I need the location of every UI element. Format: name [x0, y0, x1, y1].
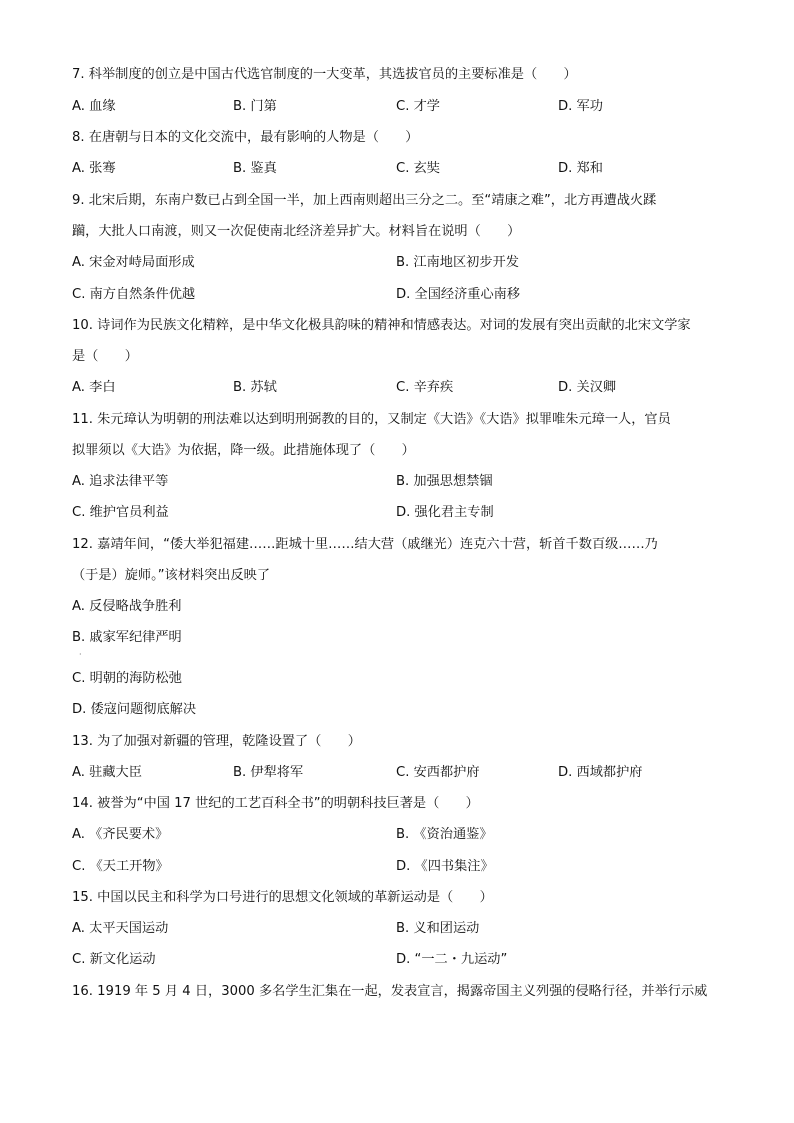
question-10-option-d: D. 关汉卿 — [558, 380, 617, 395]
question-12-option-c: C. 明朝的海防松弛 — [72, 671, 182, 686]
question-15-option-c: C. 新文化运动 — [72, 952, 156, 967]
question-14-option-d: D. 《四书集注》 — [396, 859, 494, 874]
question-13-option-b: B. 伊犁将军 — [233, 765, 304, 780]
question-7-option-c: C. 才学 — [396, 99, 440, 114]
question-13-stem: 13. 为了加强对新疆的管理，乾隆设置了（ ） — [72, 734, 361, 749]
question-9-option-a: A. 宋金对峙局面形成 — [72, 255, 195, 270]
question-9-option-c: C. 南方自然条件优越 — [72, 287, 196, 302]
question-11-option-c: C. 维护官员利益 — [72, 505, 169, 520]
question-8-option-d: D. 郑和 — [558, 161, 603, 176]
question-7-option-d: D. 军功 — [558, 99, 603, 114]
question-8-stem: 8. 在唐朝与日本的文化交流中，最有影响的人物是（ ） — [72, 130, 419, 145]
stray-dot-mark: · — [79, 650, 82, 659]
question-13-option-d: D. 西域都护府 — [558, 765, 643, 780]
question-10-option-b: B. 苏轼 — [233, 380, 277, 395]
question-11-stem-line-1: 11. 朱元璋认为明朝的刑法难以达到明刑弼教的目的，又制定《大诰》《大诰》拟罪唯朱元璋一人，官员 — [72, 412, 671, 427]
question-14-option-c: C. 《天工开物》 — [72, 859, 169, 874]
question-14-option-a: A. 《齐民要术》 — [72, 827, 169, 842]
question-10-stem-line-1: 10. 诗词作为民族文化精粹，是中华文化极具韵味的精神和情感表达。对词的发展有突出贡献的北宋文学家 — [72, 318, 691, 333]
question-13-option-c: C. 安西都护府 — [396, 765, 480, 780]
question-10-stem-line-2: 是（ ） — [72, 349, 138, 364]
question-7-stem: 7. 科举制度的创立是中国古代选官制度的一大变革，其选拔官员的主要标准是（ ） — [72, 67, 577, 82]
question-10-option-a: A. 李白 — [72, 380, 116, 395]
question-8-option-c: C. 玄奘 — [396, 161, 440, 176]
question-16-stem: 16. 1919 年 5 月 4 日，3000 多名学生汇集在一起，发表宣言，揭露帝国主义列强的侵略行径，并举行示威 — [72, 984, 708, 999]
question-10-option-c: C. 辛弃疾 — [396, 380, 454, 395]
question-13-option-a: A. 驻藏大臣 — [72, 765, 142, 780]
question-9-option-b: B. 江南地区初步开发 — [396, 255, 519, 270]
question-15-option-a: A. 太平天国运动 — [72, 921, 169, 936]
question-11-option-d: D. 强化君主专制 — [396, 505, 494, 520]
question-7-option-a: A. 血缘 — [72, 99, 116, 114]
question-14-option-b: B. 《资治通鉴》 — [396, 827, 493, 842]
question-15-option-d: D. “一二・九运动” — [396, 952, 508, 967]
question-9-option-d: D. 全国经济重心南移 — [396, 287, 521, 302]
question-11-stem-line-2: 拟罪须以《大诰》为依据，降一级。此措施体现了（ ） — [72, 443, 415, 458]
question-12-option-a: A. 反侵略战争胜利 — [72, 599, 182, 614]
question-12-stem-line-1: 12. 嘉靖年间，“倭大举犯福建……距城十里……结大营（戚继光）连克六十营，斩首千数百级……乃 — [72, 537, 658, 552]
question-15-option-b: B. 义和团运动 — [396, 921, 480, 936]
question-15-stem: 15. 中国以民主和科学为口号进行的思想文化领域的革新运动是（ ） — [72, 890, 493, 905]
question-12-option-d: D. 倭寇问题彻底解决 — [72, 702, 197, 717]
question-9-stem-line-2: 躏，大批人口南渡，则又一次促使南北经济差异扩大。材料旨在说明（ ） — [72, 224, 521, 239]
question-14-stem: 14. 被誉为“中国 17 世纪的工艺百科全书”的明朝科技巨著是（ ） — [72, 796, 479, 811]
question-12-option-b: B. 戚家军纪律严明 — [72, 630, 182, 645]
question-8-option-a: A. 张骞 — [72, 161, 116, 176]
question-12-stem-line-2: （于是）旋师。”该材料突出反映了 — [72, 568, 271, 583]
question-8-option-b: B. 鉴真 — [233, 161, 277, 176]
question-9-stem-line-1: 9. 北宋后期，东南户数已占到全国一半，加上西南则超出三分之二。至“靖康之难”，北方再遭战火蹂 — [72, 193, 657, 208]
question-11-option-b: B. 加强思想禁锢 — [396, 474, 493, 489]
question-11-option-a: A. 追求法律平等 — [72, 474, 169, 489]
question-7-option-b: B. 门第 — [233, 99, 277, 114]
